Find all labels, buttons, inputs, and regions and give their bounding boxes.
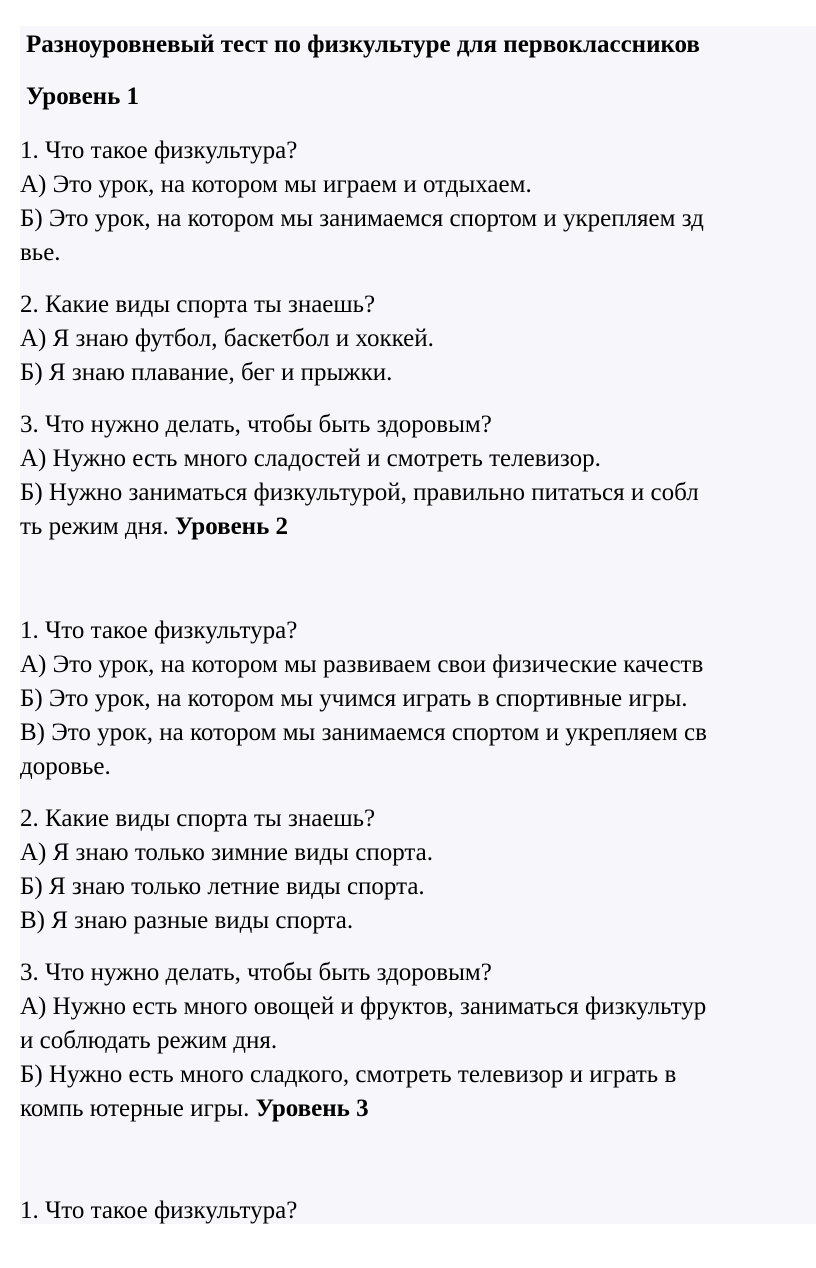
l1-q3-option-b-line2-text: ть режим дня. — [20, 513, 175, 540]
l1-q2-option-b: Б) Я знаю плавание, бег и прыжки. — [20, 359, 393, 386]
l2-q3-option-b-line2-text: компь ютерные игры. — [20, 1095, 256, 1122]
l2-q2-option-c: В) Я знаю разные виды спорта. — [20, 907, 354, 934]
l2-q2-question: 2. Какие виды спорта ты знаешь? — [20, 805, 376, 832]
l1-q3-option-b-line1: Б) Нужно заниматься физкультурой, правильно питаться и собл — [20, 479, 699, 506]
l1-q2-option-a: А) Я знаю футбол, баскетбол и хоккей. — [20, 325, 434, 352]
l2-q3-option-a-line2: и соблюдать режим дня. — [20, 1027, 278, 1054]
l2-q1-question: 1. Что такое физкультура? — [20, 617, 298, 644]
l2-q2-option-a: А) Я знаю только зимние виды спорта. — [20, 839, 433, 866]
level-1-heading: Уровень 1 — [26, 83, 140, 110]
l2-q2-option-b: Б) Я знаю только летние виды спорта. — [20, 873, 425, 900]
document-title: Разноуровневый тест по физкультуре для первоклассников — [26, 31, 700, 58]
l1-q1-question: 1. Что такое физкультура? — [20, 137, 298, 164]
level-3-heading: Уровень 3 — [255, 1095, 369, 1122]
l2-q1-option-c-line2: доровье. — [20, 753, 111, 780]
l1-q1-option-b-line1: Б) Это урок, на котором мы занимаемся спортом и укрепляем зд — [20, 205, 704, 232]
l2-q3-question: 3. Что нужно делать, чтобы быть здоровым? — [20, 959, 492, 986]
l1-q1-option-a: А) Это урок, на котором мы играем и отдыхаем. — [20, 171, 532, 198]
l1-q3-option-b-line2 — [20, 512, 288, 542]
l2-q3-option-b-line1: Б) Нужно есть много сладкого, смотреть телевизор и играть в — [20, 1061, 677, 1088]
l2-q1-option-c-line1: В) Это урок, на котором мы занимаемся спортом и укрепляем св — [20, 719, 707, 746]
l1-q2-question: 2. Какие виды спорта ты знаешь? — [20, 291, 376, 318]
l1-q3-option-a: А) Нужно есть много сладостей и смотреть телевизор. — [20, 445, 601, 472]
l1-q1-option-b-line2: вье. — [20, 239, 61, 266]
l2-q3-option-b-line2 — [20, 1094, 369, 1124]
l3-q1-question: 1. Что такое физкультура? — [20, 1197, 298, 1224]
l2-q3-option-a-line1: А) Нужно есть много овощей и фруктов, заниматься физкультур — [20, 993, 707, 1020]
level-2-heading: Уровень 2 — [175, 513, 289, 540]
l2-q1-option-b: Б) Это урок, на котором мы учимся играть в спортивные игры. — [20, 685, 688, 712]
l2-q1-option-a: А) Это урок, на котором мы развиваем свои физические качеств — [20, 651, 704, 678]
l1-q3-question: 3. Что нужно делать, чтобы быть здоровым? — [20, 411, 492, 438]
